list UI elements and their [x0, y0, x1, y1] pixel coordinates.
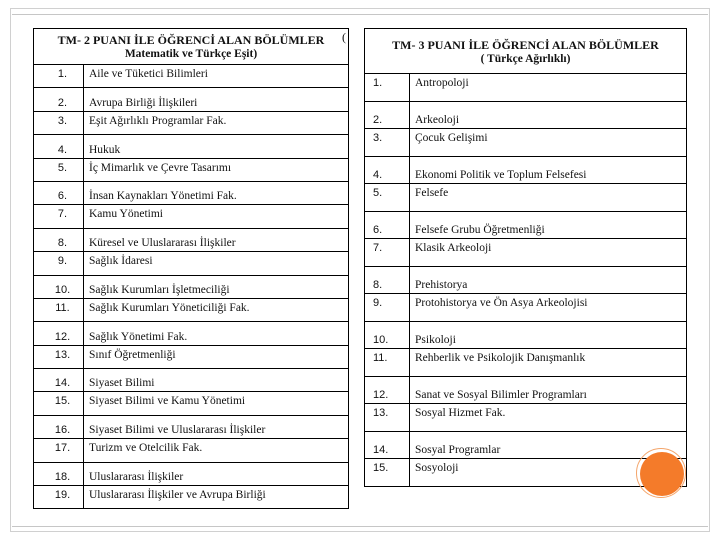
tm3-item-number: 5.: [365, 184, 410, 212]
tm2-item-number: 3.: [34, 111, 84, 134]
tm3-row: [365, 74, 687, 102]
tm2-table: [33, 28, 349, 509]
tm2-row: [34, 392, 349, 415]
tm3-item-number: 13.: [365, 404, 410, 432]
tm3-item-number: 1.: [365, 74, 410, 102]
tm2-item-number: 18.: [34, 462, 84, 485]
tm3-item-name: Arkeoloji: [410, 101, 687, 129]
tm2-row: [34, 88, 349, 111]
tm3-row: [365, 404, 687, 432]
tm3-item-number: 14.: [365, 431, 410, 459]
tm2-item-name: İç Mimarlık ve Çevre Tasarımı: [84, 158, 349, 181]
tm3-title: TM- 3 PUANI İLE ÖĞRENCİ ALAN BÖLÜMLER: [392, 37, 659, 52]
tm2-item-name: İnsan Kaynakları Yönetimi Fak.: [84, 181, 349, 204]
tm3-row: [365, 266, 687, 294]
tm3-row: [365, 211, 687, 239]
tm3-row: [365, 294, 687, 322]
tm3-item-name: Antropoloji: [410, 74, 687, 102]
tm2-row: [34, 65, 349, 88]
tm3-item-name: Protohistorya ve Ön Asya Arkeolojisi: [410, 294, 687, 322]
tm3-item-name: Sosyoloji: [410, 459, 687, 487]
tm2-item-name: Siyaset Bilimi: [84, 369, 349, 392]
tm3-item-name: Prehistorya: [410, 266, 687, 294]
tm2-row: [34, 111, 349, 134]
tm2-item-number: 9.: [34, 252, 84, 275]
tm2-item-number: 4.: [34, 135, 84, 158]
decorative-circle: [640, 452, 684, 496]
tm2-item-name: Sağlık Kurumları İşletmeciliği: [84, 275, 349, 298]
tm2-item-name: Sağlık Kurumları Yöneticiliği Fak.: [84, 298, 349, 321]
tm2-item-name: Avrupa Birliği İlişkileri: [84, 88, 349, 111]
tm3-item-name: Ekonomi Politik ve Toplum Felsefesi: [410, 156, 687, 184]
tm2-row: [34, 252, 349, 275]
tm3-row: [365, 376, 687, 404]
tm2-item-number: 7.: [34, 205, 84, 228]
tm2-row: [34, 415, 349, 438]
tm2-item-name: Hukuk: [84, 135, 349, 158]
tm3-item-name: Rehberlik ve Psikolojik Danışmanlık: [410, 349, 687, 377]
tm2-row: [34, 298, 349, 321]
tm2-item-number: 17.: [34, 439, 84, 462]
tm3-item-number: 11.: [365, 349, 410, 377]
tm3-item-name: Psikoloji: [410, 321, 687, 349]
tm2-item-number: 15.: [34, 392, 84, 415]
tm3-item-name: Sanat ve Sosyal Bilimler Programları: [410, 376, 687, 404]
tm3-row: [365, 129, 687, 157]
tm2-row: [34, 135, 349, 158]
tm2-row: [34, 486, 349, 509]
tm3-table: [364, 28, 687, 487]
tm2-item-number: 19.: [34, 486, 84, 509]
tm3-item-name: Çocuk Gelişimi: [410, 129, 687, 157]
tm2-item-name: Turizm ve Otelcilik Fak.: [84, 439, 349, 462]
top-divider: [12, 14, 708, 15]
tm2-item-name: Kamu Yönetimi: [84, 205, 349, 228]
tm2-row: [34, 158, 349, 181]
tm3-item-number: 10.: [365, 321, 410, 349]
tm2-item-number: 5.: [34, 158, 84, 181]
tm3-item-name: Sosyal Programlar: [410, 431, 687, 459]
tm3-subtitle: ( Türkçe Ağırlıklı): [480, 52, 571, 65]
tm2-item-name: Siyaset Bilimi ve Kamu Yönetimi: [84, 392, 349, 415]
tm2-item-name: Aile ve Tüketici Bilimleri: [84, 65, 349, 88]
tm3-row: [365, 349, 687, 377]
paren-mark: (: [342, 30, 346, 44]
tm2-item-name: Sınıf Öğretmenliği: [84, 345, 349, 368]
tm2-item-number: 14.: [34, 369, 84, 392]
tm2-item-number: 11.: [34, 298, 84, 321]
tm3-row: [365, 184, 687, 212]
tm2-row: [34, 205, 349, 228]
tm3-row: [365, 431, 687, 459]
tm3-item-name: Felsefe: [410, 184, 687, 212]
bottom-divider: [12, 526, 708, 527]
tm3-row: [365, 239, 687, 267]
tm2-row: [34, 462, 349, 485]
tm3-header: [365, 29, 687, 74]
tm2-item-name: Eşit Ağırlıklı Programlar Fak.: [84, 111, 349, 134]
tm2-row: [34, 345, 349, 368]
tm2-subtitle: Matematik ve Türkçe Eşit): [124, 48, 258, 60]
tm3-item-number: 4.: [365, 156, 410, 184]
tm3-item-number: 8.: [365, 266, 410, 294]
tm3-item-number: 12.: [365, 376, 410, 404]
tm2-row: [34, 275, 349, 298]
tm2-item-number: 10.: [34, 275, 84, 298]
tm3-item-name: Felsefe Grubu Öğretmenliği: [410, 211, 687, 239]
tm3-row: [365, 321, 687, 349]
tm2-title: TM- 2 PUANI İLE ÖĞRENCİ ALAN BÖLÜMLER: [57, 33, 325, 47]
tm2-item-number: 2.: [34, 88, 84, 111]
tm2-item-name: Sağlık İdaresi: [84, 252, 349, 275]
tm2-row: [34, 228, 349, 251]
tm2-item-number: 6.: [34, 181, 84, 204]
tm2-item-number: 1.: [34, 65, 84, 88]
tm3-item-number: 6.: [365, 211, 410, 239]
tm2-item-number: 13.: [34, 345, 84, 368]
tm3-item-number: 15.: [365, 459, 410, 487]
tm2-item-name: Uluslararası İlişkiler ve Avrupa Birliği: [84, 486, 349, 509]
tm2-row: [34, 322, 349, 345]
tm3-item-name: Sosyal Hizmet Fak.: [410, 404, 687, 432]
tm3-item-number: 9.: [365, 294, 410, 322]
tm3-item-number: 2.: [365, 101, 410, 129]
tm3-row: [365, 156, 687, 184]
tm3-row: [365, 101, 687, 129]
tm2-item-number: 16.: [34, 415, 84, 438]
tm2-row: [34, 369, 349, 392]
tm2-item-name: Sağlık Yönetimi Fak.: [84, 322, 349, 345]
tm2-item-number: 12.: [34, 322, 84, 345]
tm3-item-number: 3.: [365, 129, 410, 157]
tm2-row: [34, 439, 349, 462]
tm2-item-name: Küresel ve Uluslararası İlişkiler: [84, 228, 349, 251]
tm3-item-number: 7.: [365, 239, 410, 267]
tm2-item-number: 8.: [34, 228, 84, 251]
tm2-item-name: Siyaset Bilimi ve Uluslararası İlişkiler: [84, 415, 349, 438]
tm2-row: [34, 181, 349, 204]
tm2-item-name: Uluslararası İlişkiler: [84, 462, 349, 485]
tm2-header: [34, 29, 349, 65]
tm3-item-name: Klasik Arkeoloji: [410, 239, 687, 267]
